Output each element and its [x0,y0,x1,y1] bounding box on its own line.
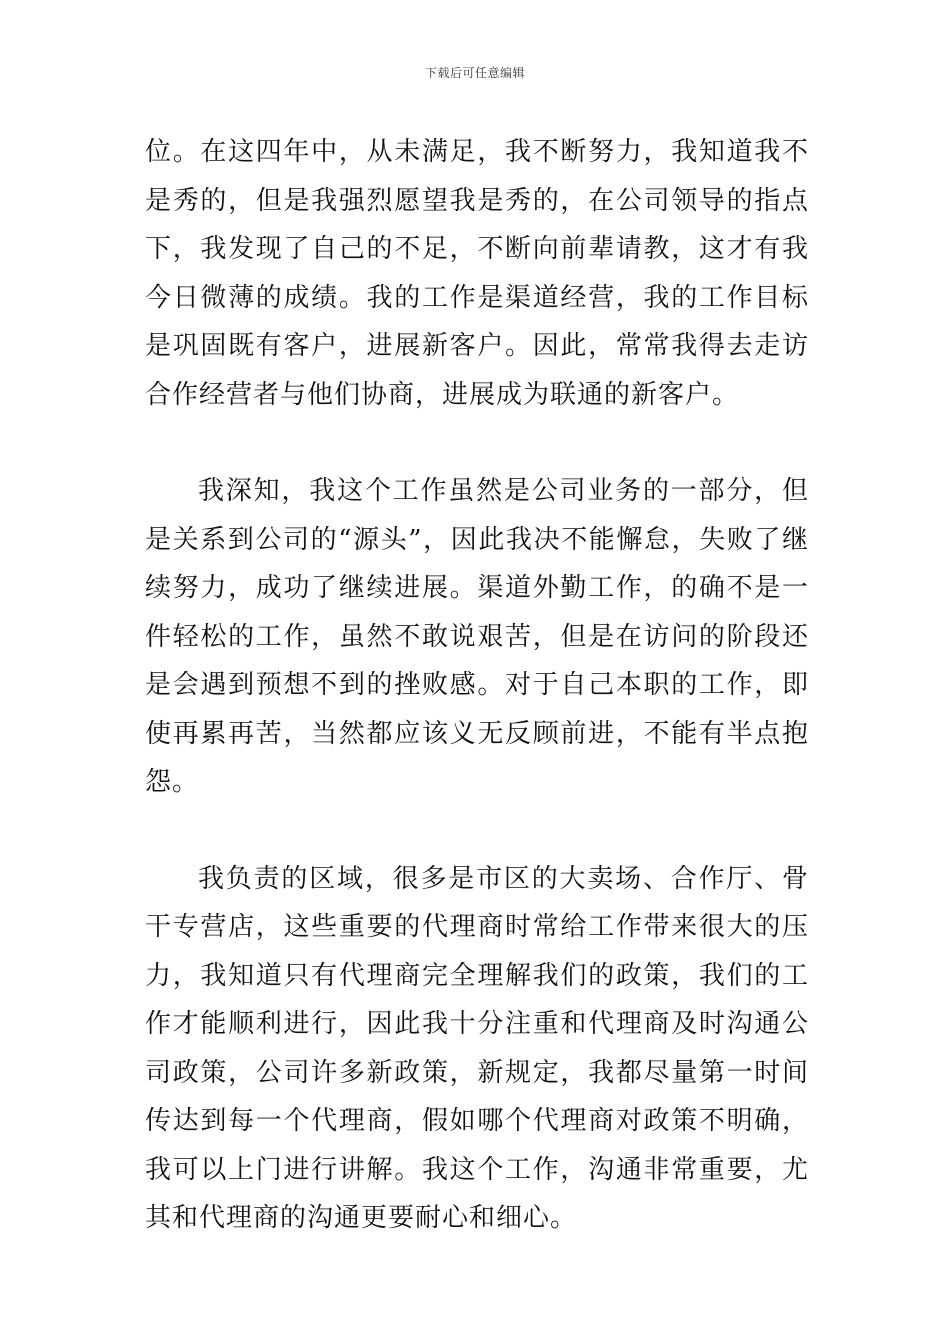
document-body [145,128,809,1243]
paragraph-gap [145,419,809,467]
paragraph-1: 位。在这四年中，从未满足，我不断努力，我知道我不是秀的，但是我强烈愿望我是秀的，在公司领导的指点下，我发现了自己的不足，不断向前辈请教，这才有我今日微薄的成绩。我的工作是渠道经营，我的工作目标是巩固既有客户，进展新客户。因此，常常我得去走访合作经营者与他们协商，进展成为联通的新客户。 [145,137,809,410]
paragraph-gap [145,807,809,855]
paragraph-2: 我深知，我这个工作虽然是公司业务的一部分，但是关系到公司的“源头”，因此我决不能懈怠，失败了继续努力，成功了继续进展。渠道外勤工作，的确不是一件轻松的工作，虽然不敢说艰苦，但是在访问的阶段还是会遇到预想不到的挫败感。对于自己本职的工作，即使再累再苦，当然都应该义无反顾前进，不能有半点抱怨。 [145,476,809,797]
paragraph-3: 我负责的区域，很多是市区的大卖场、合作厅、骨干专营店，这些重要的代理商时常给工作带来很大的压力，我知道只有代理商完全理解我们的政策，我们的工作才能顺利进行，因此我十分注重和代理商及时沟通公司政策，公司许多新政策，新规定，我都尽量第一时间传达到每一个代理商，假如哪个代理商对政策不明确，我可以上门进行讲解。我这个工作，沟通非常重要，尤其和代理商的沟通更要耐心和细心。 [145,863,809,1233]
page-header: 下载后可任意编辑 [424,66,525,80]
